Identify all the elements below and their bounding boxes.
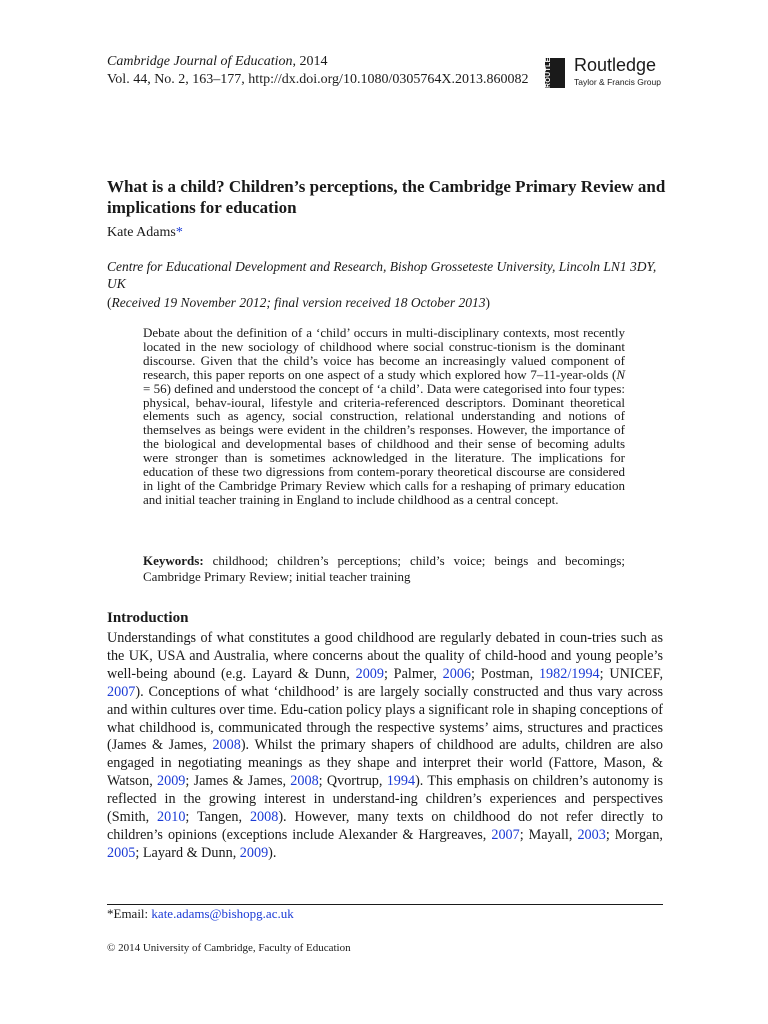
publisher-logo [545, 41, 665, 92]
intro-text: ; Postman, [471, 665, 539, 682]
footnote [107, 906, 294, 922]
keywords [143, 553, 625, 585]
publisher-name: Routledge [574, 55, 657, 75]
journal-name: Cambridge Journal of Education [107, 54, 293, 69]
abstract-part-2: = 56) defined and understood the concept of ‘a child’. Data were categorised into four types: physical, behav-ioural, lifestyle and criteria-referenced descriptors. Dominant theoretical elements such as agency, social construction, relational understanding and notions of themselves as beings were evident in the children’s responses. However, the importance of the biological and developmental bases of childhood and their sense of becoming adults were stronger than is sometimes acknowledged in the literature. The implications for education of these two digressions from contem-porary theoretical discourse are considered in light of the Cambridge Primary Review which calls for a reshaping of primary education and initial teacher training in England to include childhood as a central concept. [143, 380, 625, 507]
author-line [107, 225, 183, 241]
intro-text: ; Qvortrup, [318, 773, 387, 790]
citation-link[interactable]: 1994 [386, 773, 416, 790]
copyright-notice: © 2014 University of Cambridge, Faculty of Education [107, 942, 351, 954]
article-title: What is a child? Children’s perceptions, the Cambridge Primary Review and implications for education [107, 177, 666, 217]
footnote-divider [107, 904, 663, 905]
citation-link[interactable]: 2008 [249, 809, 279, 826]
received-text: Received 19 November 2012; final version received 18 October 2013 [111, 295, 486, 310]
citation-link[interactable]: 1982/1994 [538, 665, 600, 682]
journal-header [107, 53, 567, 89]
citation-link[interactable]: 2005 [107, 844, 136, 861]
intro-text: ). This emphasis on children’s autonomy is reflected in the growing interest in understand-ing children’s experiences and perspectives (Smith, [107, 773, 663, 826]
intro-text: ; Tangen, [185, 809, 250, 826]
author-name: Kate Adams [107, 225, 176, 240]
section-heading-introduction: Introduction [107, 610, 189, 626]
intro-text: ). Whilst the primary shapers of childhood are adults, children are also engaged in negotiating meanings as they shape and interpret their world (Fattore, Mason, & Watson, [107, 737, 663, 790]
citation-link[interactable]: 2010 [157, 809, 186, 826]
intro-text: ; UNICEF, [599, 665, 664, 682]
intro-text: ; Palmer, [383, 665, 443, 682]
author-affiliation: Centre for Educational Development and Research, Bishop Grosseteste University, Lincoln LN1 3DY, UK [107, 259, 657, 291]
journal-year: , 2014 [292, 54, 328, 69]
received-paren-open: ( [107, 295, 112, 310]
abstract-n-symbol: N [616, 366, 625, 382]
abstract-part-1: Debate about the definition of a ‘child’ occurs in multi-disciplinary contexts, most recently located in the new sociology of childhood where social construc-tionism is the dominant discourse. Given that the child’s voice has become an increasingly valued component of research, this paper reports on one aspect of a study which explored how 7–11-year-olds ( [143, 325, 625, 382]
citation-link[interactable]: 2009 [239, 844, 269, 861]
author-email-link[interactable]: kate.adams@bishopg.ac.uk [151, 906, 294, 921]
citation-link[interactable]: 2003 [577, 826, 606, 843]
abstract [143, 326, 625, 507]
journal-citation[interactable]: Vol. 44, No. 2, 163–177, http://dx.doi.org/10.1080/0305764X.2013.860082 [107, 72, 529, 87]
citation-link[interactable]: 2007 [107, 683, 136, 700]
citation-link[interactable]: 2008 [290, 773, 319, 790]
publisher-group: Taylor & Francis Group [574, 77, 661, 87]
intro-text: ; Morgan, [605, 826, 663, 843]
received-paren-close: ) [485, 295, 491, 310]
intro-text: Understandings of what constitutes a good childhood are regularly debated in coun-tries such as the UK, USA and Australia, where concerns about the quality of child-hood and young people’s well-being abound (e.g. Layard & Dunn, [107, 630, 663, 682]
footnote-label: *Email: [107, 906, 152, 921]
intro-text: ; Mayall, [519, 826, 578, 843]
received-dates [107, 295, 490, 311]
author-footnote-link[interactable]: * [175, 225, 183, 240]
keywords-label: Keywords: [143, 553, 204, 568]
intro-text: ; Layard & Dunn, [135, 844, 240, 861]
citation-link[interactable]: 2007 [491, 826, 520, 843]
intro-text: ). Conceptions of what ‘childhood’ is are largely socially constructed and thus vary across and within cultures over time. Edu-cation policy plays a significant role in shaping conceptions of what childhood is, communicated through the respective systems’ aims, structures and practices (James & James, [107, 683, 663, 754]
citation-link[interactable]: 2008 [212, 737, 241, 754]
intro-text: ). [268, 844, 277, 861]
publisher-mark-icon: ROUTLEDGE [545, 58, 565, 88]
introduction-paragraph [107, 630, 663, 863]
citation-link[interactable]: 2009 [355, 665, 384, 682]
citation-link[interactable]: 2009 [157, 773, 186, 790]
citation-link[interactable]: 2006 [442, 665, 472, 682]
intro-text: ). However, many texts on childhood do not refer directly to children’s opinions (exceptions include Alexander & Hargreaves, [107, 809, 663, 843]
keywords-text: childhood; children’s perceptions; child’s voice; beings and becomings; Cambridge Primary Review; initial teacher training [143, 553, 625, 584]
intro-text: ; James & James, [185, 773, 291, 790]
